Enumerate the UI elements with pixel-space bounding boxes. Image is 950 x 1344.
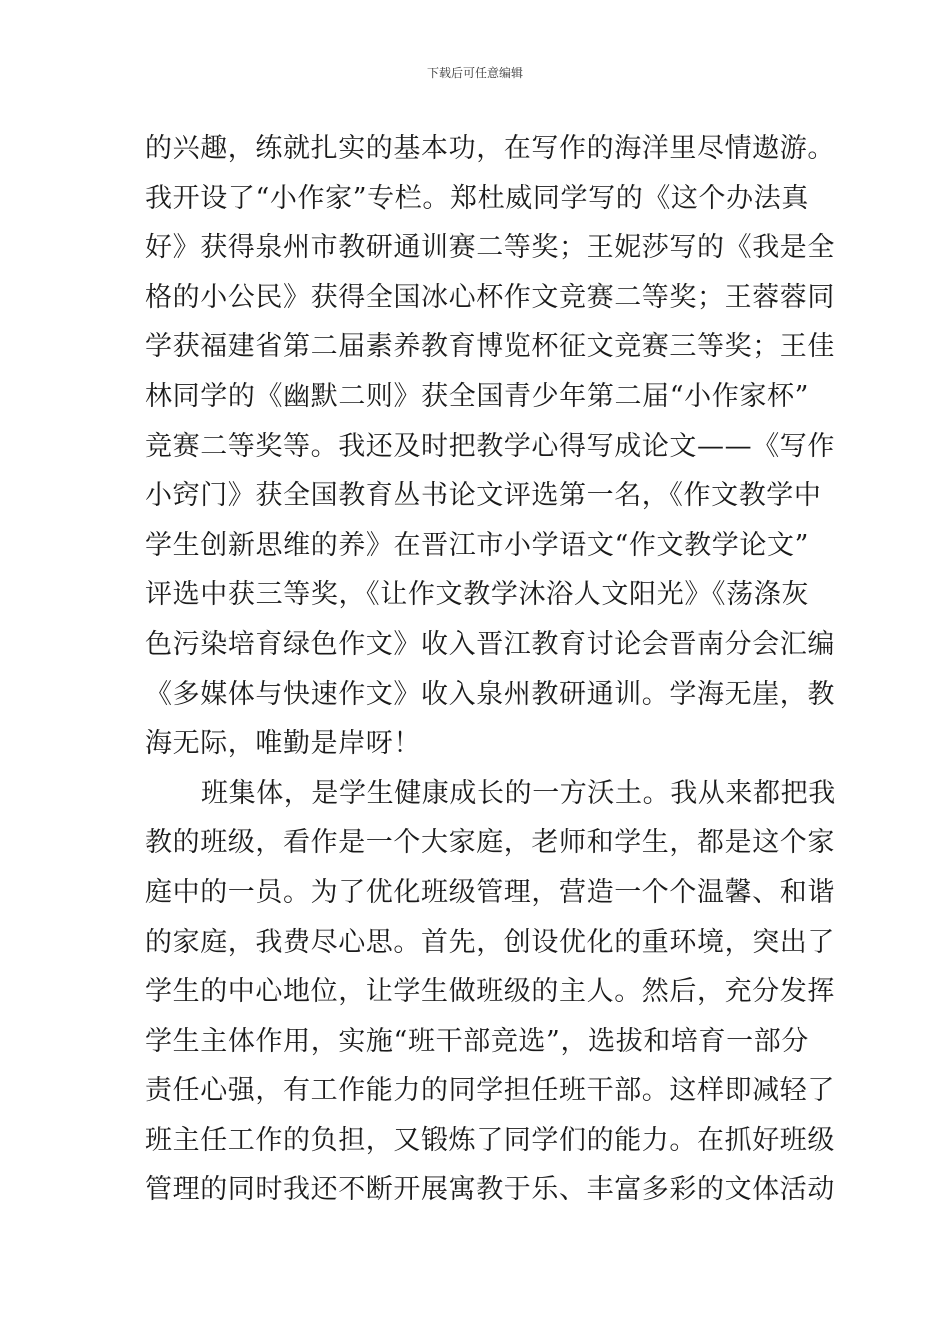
text-line: 班集体，是学生健康成长的一方沃土。我从来都把我: [201, 777, 836, 809]
text-line: 学生主体作用，实施“班干部竞选”，选拔和培育一部分: [145, 1025, 809, 1057]
text-line: 的兴趣，练就扎实的基本功，在写作的海洋里尽情遨游。: [145, 133, 835, 164]
text-line: 的家庭，我费尽心思。首先，创设优化的重环境，突出了: [145, 926, 835, 958]
text-line: 色污染培育绿色作文》收入晋江教育讨论会晋南分会汇编: [145, 628, 835, 660]
text-line: 学获福建省第二届素养教育博览杯征文竞赛三等奖；王佳: [145, 331, 835, 363]
text-line: 学生的中心地位，让学生做班级的主人。然后，充分发挥: [145, 976, 835, 1008]
text-line: 教的班级，看作是一个大家庭，老师和学生，都是这个家: [145, 827, 835, 859]
text-line: 责任心强，有工作能力的同学担任班干部。这样即减轻了: [145, 1075, 835, 1107]
text-line: 《多媒体与快速作文》收入泉州教研通训。学海无崖，教: [145, 678, 835, 710]
paragraph: [145, 124, 835, 769]
body-text: [145, 124, 836, 1215]
text-line: 竞赛二等奖等。我还及时把教学心得写成论文——《写作: [145, 430, 835, 462]
text-line: 学生创新思维的养》在晋江市小学语文“作文教学论文”: [145, 529, 809, 561]
text-line: 我开设了“小作家”专栏。郑杜威同学写的《这个办法真: [145, 182, 809, 214]
text-line: 海无际，唯勤是岸呀！: [145, 728, 421, 760]
text-line: 班主任工作的负担，又锻炼了同学们的能力。在抓好班级: [145, 1124, 835, 1156]
paragraph: [145, 769, 836, 1215]
text-line: 好》获得泉州市教研通训赛二等奖；王妮莎写的《我是全: [145, 232, 835, 264]
text-line: 林同学的《幽默二则》获全国青少年第二届“小作家杯”: [145, 380, 809, 412]
text-line: 格的小公民》获得全国冰心杯作文竞赛二等奖；王蓉蓉同: [145, 281, 835, 313]
text-line: 庭中的一员。为了优化班级管理，营造一个个温馨、和谐: [145, 876, 835, 908]
text-line: 管理的同时我还不断开展寓教于乐、丰富多彩的文体活动: [145, 1174, 835, 1206]
text-line: 小窍门》获全国教育丛书论文评选第一名，《作文教学中: [145, 480, 822, 512]
page-header: 下载后可任意编辑: [426, 66, 523, 80]
text-line: 评选中获三等奖，《让作文教学沐浴人文阳光》《荡涤灰: [145, 579, 809, 611]
